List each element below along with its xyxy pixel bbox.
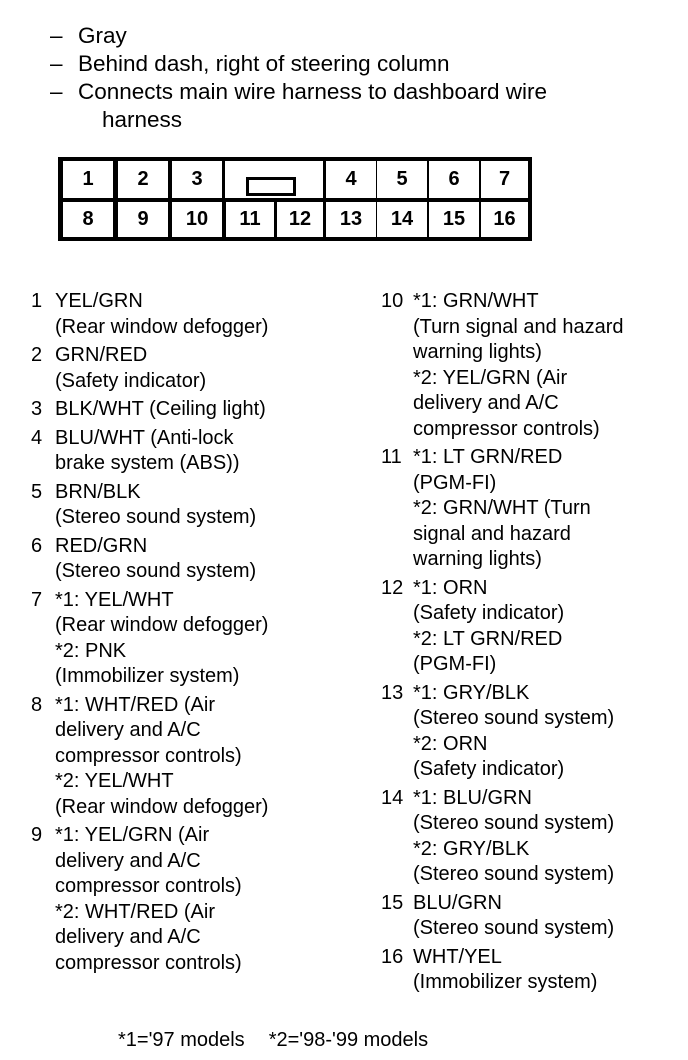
pin-description-line: (PGM-FI) (413, 653, 497, 675)
pin-description-line: *2: WHT/RED (Air (55, 900, 215, 923)
pin-entry-12 (381, 576, 624, 678)
pin-description-line: (Immobilizer system) (413, 971, 598, 993)
pin-11: 11 (226, 202, 274, 237)
pin-14: 14 (377, 202, 427, 237)
pin-description-line: delivery and A/C (413, 392, 559, 414)
pin-description-line: WHT/YEL (413, 945, 502, 968)
pin-number: 4 (31, 426, 43, 449)
pin-description-line: (Safety indicator) (55, 369, 207, 392)
bullet-dash: – (50, 23, 63, 48)
pin-8: 8 (63, 202, 113, 237)
header-color: Gray (78, 23, 127, 48)
pin-description-line: delivery and A/C (55, 719, 201, 741)
pin-description-line: *1: GRN/WHT (413, 290, 539, 312)
pin-number: 9 (31, 824, 43, 846)
pin-description-line: BLU/WHT (Anti-lock (55, 426, 234, 449)
pin-description-line: BRN/BLK (55, 480, 141, 503)
header-function-continuation: harness (102, 107, 183, 132)
pin-number: 12 (381, 576, 404, 599)
pin-number: 1 (31, 290, 43, 312)
pin-description-line: (Turn signal and hazard (413, 315, 624, 338)
bullet-dash: – (50, 79, 63, 104)
pin-description-line: (Safety indicator) (413, 758, 565, 780)
pin-13: 13 (326, 202, 376, 237)
pin-description-line: compressor controls) (55, 875, 242, 897)
pin-number: 11 (381, 446, 402, 468)
pin-description-line: (Stereo sound system) (413, 917, 615, 939)
pin-number: 15 (381, 891, 404, 914)
pin-description-line: (Rear window defogger) (55, 614, 269, 636)
model-footnotes (118, 1029, 428, 1052)
pin-number: 13 (381, 681, 404, 704)
pin-entry-10 (381, 289, 624, 442)
pin-entry-11 (381, 445, 624, 573)
pin-list-right (381, 289, 624, 999)
pin-number: 6 (31, 534, 43, 557)
pin-5: 5 (377, 161, 427, 198)
header-location: Behind dash, right of steering column (78, 51, 450, 76)
pin-2: 2 (118, 161, 168, 198)
connector-lock-tab (246, 177, 296, 196)
pin-description-line: RED/GRN (55, 534, 148, 557)
pin-description-line: warning lights) (413, 548, 542, 570)
pin-entry-15 (381, 891, 624, 942)
pin-description-line: delivery and A/C (55, 926, 201, 948)
pin-7: 7 (481, 161, 528, 198)
pin-description-line: *1: ORN (413, 576, 488, 599)
header-line (50, 22, 547, 50)
pin-description-line: *1: YEL/WHT (55, 588, 174, 611)
pin-description-line: *2: YEL/WHT (55, 770, 174, 792)
pin-entry-13 (381, 681, 624, 783)
pin-number: 8 (31, 693, 43, 716)
pin-1: 1 (63, 161, 113, 198)
pin-description-line: *2: LT GRN/RED (413, 627, 563, 650)
pin-description-line: (Stereo sound system) (413, 707, 615, 729)
pin-description-line: *1: LT GRN/RED (413, 446, 563, 468)
bullet-dash: – (50, 51, 63, 76)
pin-description-line: delivery and A/C (55, 849, 201, 872)
pin-description-line: warning lights) (413, 341, 542, 363)
pin-entry-2 (31, 343, 268, 394)
pin-description-line: (Stereo sound system) (413, 863, 615, 885)
pin-entry-6 (31, 534, 268, 585)
pin-description-line: *1: GRY/BLK (413, 681, 530, 704)
connector-diagram (58, 157, 532, 241)
pin-description-line: *1: YEL/GRN (Air (55, 824, 210, 846)
pin-number: 2 (31, 344, 43, 366)
pin-description-line: (PGM-FI) (413, 471, 497, 494)
footnote-1998-1999: *2='98-'99 models (268, 1029, 429, 1051)
pin-3: 3 (172, 161, 222, 198)
pin-15: 15 (429, 202, 479, 237)
pin-description-line: *2: PNK (55, 639, 127, 662)
pin-entry-16 (381, 945, 624, 996)
pin-description-line: *2: GRY/BLK (413, 837, 530, 860)
pin-description-line: *1: WHT/RED (Air (55, 693, 215, 716)
pin-description-line: compressor controls) (413, 417, 600, 440)
pin-description-line: (Rear window defogger) (55, 795, 269, 818)
pin-9: 9 (118, 202, 168, 237)
pin-description-line: signal and hazard (413, 522, 571, 545)
pin-description-line: YEL/GRN (55, 290, 143, 312)
pin-entry-7 (31, 588, 268, 690)
pin-description-line: (Stereo sound system) (413, 812, 615, 834)
pin-description-line: *2: ORN (413, 732, 488, 755)
pin-list-left (31, 289, 268, 979)
pin-number: 7 (31, 588, 43, 611)
pin-4: 4 (326, 161, 376, 198)
pin-description-line: (Stereo sound system) (55, 560, 257, 582)
pin-number: 3 (31, 398, 43, 420)
pin-entry-1 (31, 289, 268, 340)
pin-description-line: compressor controls) (55, 951, 242, 974)
pin-10: 10 (172, 202, 222, 237)
header-line (50, 50, 547, 78)
pin-description-line: (Stereo sound system) (55, 506, 257, 528)
pin-number: 10 (381, 290, 404, 312)
pin-12: 12 (277, 202, 323, 237)
pin-6: 6 (429, 161, 479, 198)
pin-description-line: BLU/GRN (413, 891, 502, 914)
pin-number: 5 (31, 480, 43, 503)
pin-description-line: (Rear window defogger) (55, 315, 269, 338)
pin-entry-8 (31, 693, 268, 821)
pin-description-line: GRN/RED (55, 344, 148, 366)
pin-description-line: *2: YEL/GRN (Air (413, 366, 568, 389)
pin-16: 16 (481, 202, 528, 237)
pin-description-line: (Immobilizer system) (55, 665, 240, 687)
pin-description-line: (Safety indicator) (413, 602, 565, 624)
pin-entry-4 (31, 426, 268, 477)
pin-entry-9 (31, 823, 268, 976)
pin-description-line: BLK/WHT (Ceiling light) (55, 398, 266, 420)
header-function: Connects main wire harness to dashboard wire (78, 79, 547, 104)
pin-description-line: *1: BLU/GRN (413, 786, 532, 809)
pin-description-line: compressor controls) (55, 744, 242, 767)
pin-number: 14 (381, 786, 404, 809)
pin-number: 16 (381, 945, 404, 968)
connector-description (50, 22, 547, 134)
pin-entry-5 (31, 480, 268, 531)
pin-entry-3 (31, 397, 268, 423)
pin-entry-14 (381, 786, 624, 888)
pin-description-line: *2: GRN/WHT (Turn (413, 497, 591, 519)
pin-description-line: brake system (ABS)) (55, 452, 240, 474)
header-line (50, 78, 547, 106)
footnote-1997: *1='97 models (118, 1029, 245, 1051)
